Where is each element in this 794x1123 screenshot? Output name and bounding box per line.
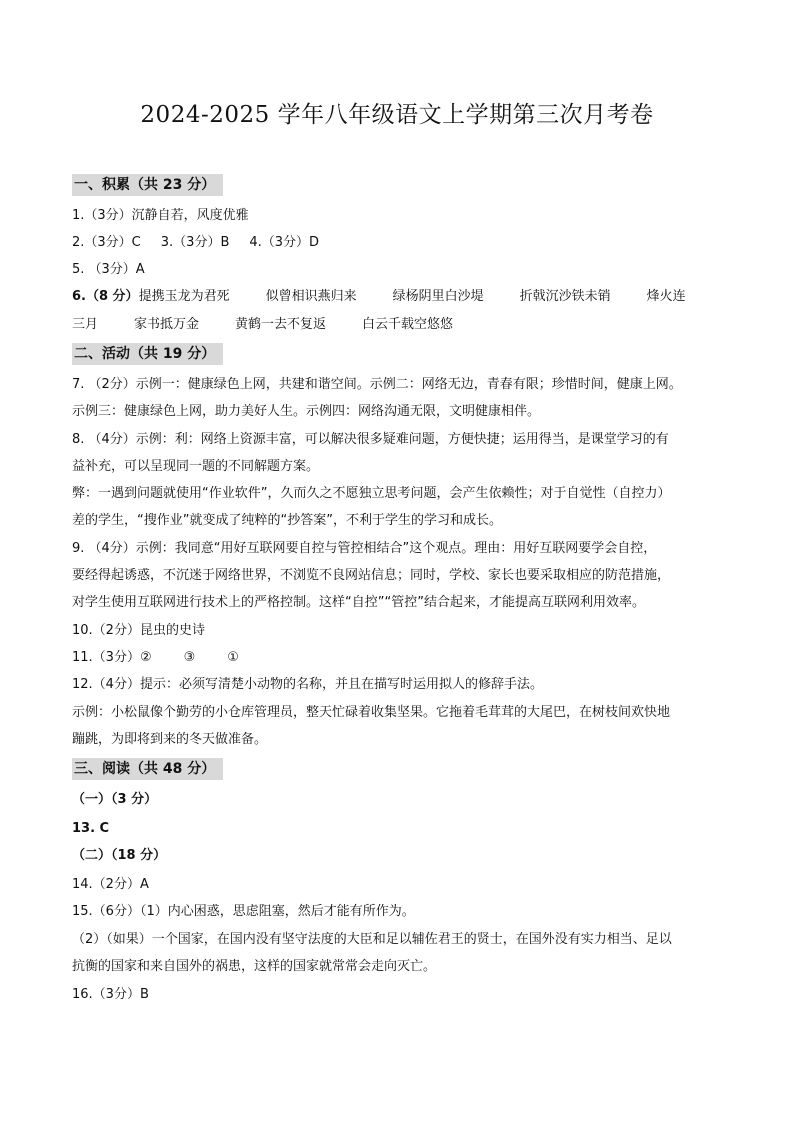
answer-q11-item: ① — [227, 650, 239, 665]
answer-q9-line: 对学生使用互联网进行技术上的严格控制。这样“自控”“管控”结合起来，才能提高互联网利用效率。 — [72, 595, 645, 610]
answer-q6-item: 黄鹤一去不复返 — [235, 317, 327, 332]
answer-q11 — [72, 649, 724, 667]
answer-q7-line: 7. （2分）示例一：健康绿色上网，共建和谐空间。示例二：网络无边，青春有限；珍惜时间，健康上网。 — [72, 377, 682, 392]
answer-q14: 14.（2分）A — [72, 877, 149, 892]
answer-q8-line: 弊：一遇到问题就使用“作业软件”，久而久之不愿独立思考问题，会产生依赖性；对于自觉性（自控力） — [72, 486, 671, 501]
section-heading-activity: 二、活动（共 19 分） — [72, 343, 223, 365]
answer-row-q2-q4 — [72, 234, 724, 252]
answer-q6-item: 白云千载空悠悠 — [362, 317, 454, 332]
answer-q13 — [72, 820, 724, 838]
answer-q8-line: 差的学生，“搜作业”就变成了纯粹的“抄答案”，不利于学生的学习和成长。 — [72, 513, 502, 528]
answer-q2: 2.（3分）C — [72, 235, 141, 250]
answer-q12-line: 12.（4分）提示：必须写清楚小动物的名称，并且在描写时运用拟人的修辞手法。 — [72, 677, 543, 692]
section-heading-accumulation: 一、积累（共 23 分） — [72, 174, 223, 196]
document-title: 2024-2025 学年八年级语文上学期第三次月考卷 — [140, 102, 654, 128]
answer-q6-item: 三月 — [72, 317, 99, 332]
answer-q11-item: ③ — [183, 650, 196, 665]
answer-q9-line: 9. （4分）示例：我同意“用好互联网要自控与管控相结合”这个观点。理由：用好互联网要学会自控， — [72, 541, 657, 556]
answer-q15-line: （2）（如果）一个国家，在国内没有坚守法度的大臣和足以辅佐君王的贤士，在国外没有实力相当、足以 — [72, 932, 672, 947]
answer-q5: 5. （3分）A — [72, 262, 145, 277]
answer-q6-item: 似曾相识燕归来 — [265, 289, 357, 304]
answer-q16: 16.（3分）B — [72, 987, 149, 1002]
answer-q4: 4.（3分）D — [249, 235, 320, 250]
answer-q11-item: ② — [139, 650, 152, 665]
answer-q8-line: 益补充，可以呈现同一题的不同解题方案。 — [72, 459, 320, 474]
answer-q6-continued — [72, 316, 724, 334]
answer-q6 — [72, 288, 724, 306]
answer-q7-line: 示例三：健康绿色上网，助力美好人生。示例四：网络沟通无限，文明健康相伴。 — [72, 404, 541, 419]
answer-q6-label: 6.（8 分） — [72, 289, 139, 304]
answer-q12-line: 示例：小松鼠像个勤劳的小仓库管理员，整天忙碌着收集坚果。它拖着毛茸茸的大尾巴，在树枝间欢快地 — [72, 705, 671, 720]
answer-q6-item: 折戟沉沙铁未销 — [519, 289, 611, 304]
answer-q15-line: 抗衡的国家和来自国外的祸患，这样的国家就常常会走向灭亡。 — [72, 959, 437, 974]
answer-q3: 3.（3分）B — [160, 235, 230, 250]
answer-q13-text: 13. C — [72, 821, 110, 836]
reading-subsection-2: （二）（18 分） — [72, 848, 167, 863]
answer-q6-item: 烽火连 — [646, 289, 686, 304]
answer-q12-line: 蹦跳，为即将到来的冬天做准备。 — [72, 732, 268, 747]
answer-q1: 1.（3分）沉静自若，风度优雅 — [72, 208, 249, 223]
reading-subsection-1: （一）（3 分） — [72, 792, 158, 807]
answer-q6-item: 绿杨阴里白沙堤 — [392, 289, 484, 304]
section-heading-reading: 三、阅读（共 48 分） — [72, 758, 223, 780]
answer-q6-item: 家书抵万金 — [134, 317, 200, 332]
answer-q9-line: 要经得起诱惑，不沉迷于网络世界，不浏览不良网站信息；同时，学校、家长也要采取相应的防范措施， — [72, 568, 671, 583]
answer-q8-line: 8. （4分）示例：利：网络上资源丰富，可以解决很多疑难问题，方便快捷；运用得当，是课堂学习的有 — [72, 432, 669, 447]
answer-q15-line: 15.（6分）（1）内心困惑，思虑阻塞，然后才能有所作为。 — [72, 904, 415, 919]
answer-q6-item: 提携玉龙为君死 — [138, 289, 230, 304]
answer-q10: 10.（2分）昆虫的史诗 — [72, 623, 205, 638]
answer-q11-label: 11.（3分） — [72, 650, 140, 665]
